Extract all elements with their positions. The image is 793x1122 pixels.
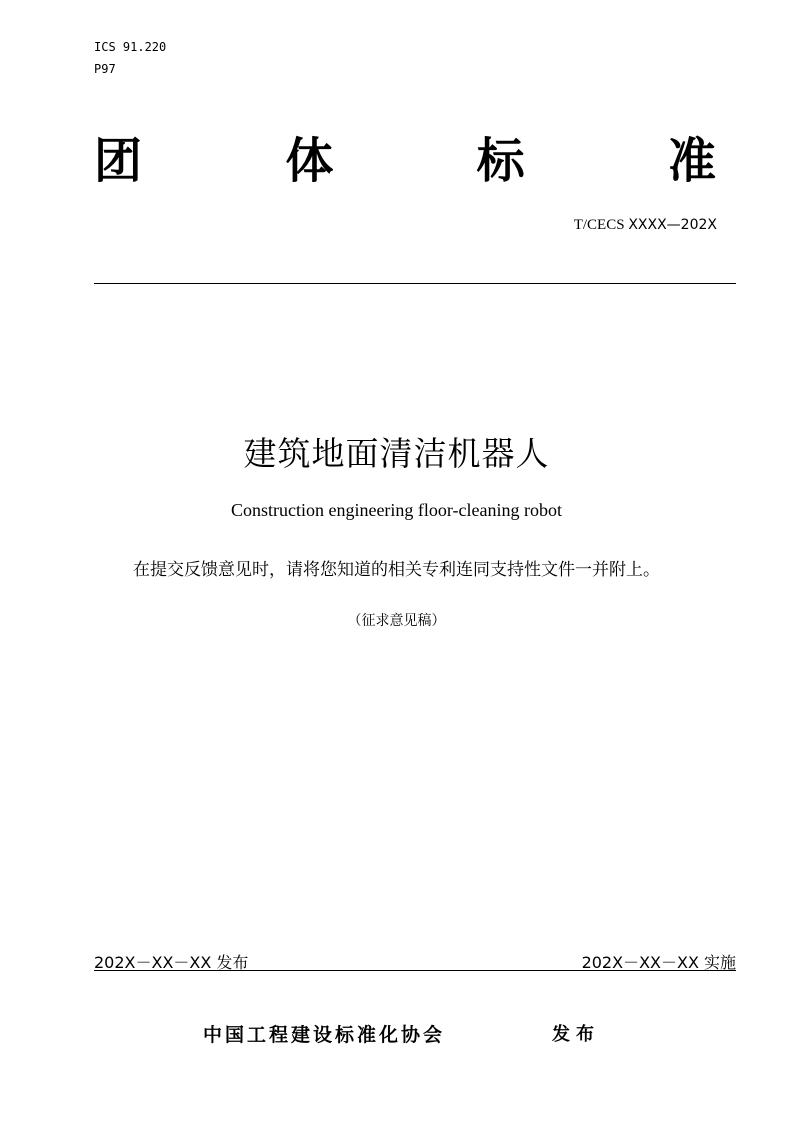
ccs-code: P97 bbox=[94, 62, 116, 76]
standard-code bbox=[574, 217, 717, 234]
publisher-organization: 中国工程建设标准化协会 bbox=[203, 1024, 446, 1046]
ics-code: ICS 91.220 bbox=[94, 40, 167, 54]
standard-type-heading bbox=[94, 126, 716, 189]
standard-code-number: XXXX—202X bbox=[628, 217, 717, 233]
standard-type-char-1: 团 bbox=[94, 132, 143, 189]
bottom-divider bbox=[94, 970, 736, 971]
document-title-zh: 建筑地面清洁机器人 bbox=[243, 434, 550, 473]
implement-date: 202X－XX－XX 实施 bbox=[581, 953, 736, 972]
standard-type-char-3: 标 bbox=[476, 132, 525, 189]
document-title-en: Construction engineering floor-cleaning robot bbox=[230, 500, 563, 520]
standard-code-prefix: T/CECS bbox=[573, 217, 629, 233]
standard-type-char-2: 体 bbox=[285, 132, 334, 189]
top-divider bbox=[94, 283, 736, 284]
standard-type-char-4: 准 bbox=[667, 132, 716, 189]
issue-date: 202X－XX－XX 发布 bbox=[94, 953, 249, 972]
patent-notice: 在提交反馈意见时，请将您知道的相关专利连同支持性文件一并附上。 bbox=[133, 560, 660, 580]
draft-label: （征求意见稿） bbox=[347, 613, 446, 629]
publish-label: 发布 bbox=[552, 1024, 600, 1045]
